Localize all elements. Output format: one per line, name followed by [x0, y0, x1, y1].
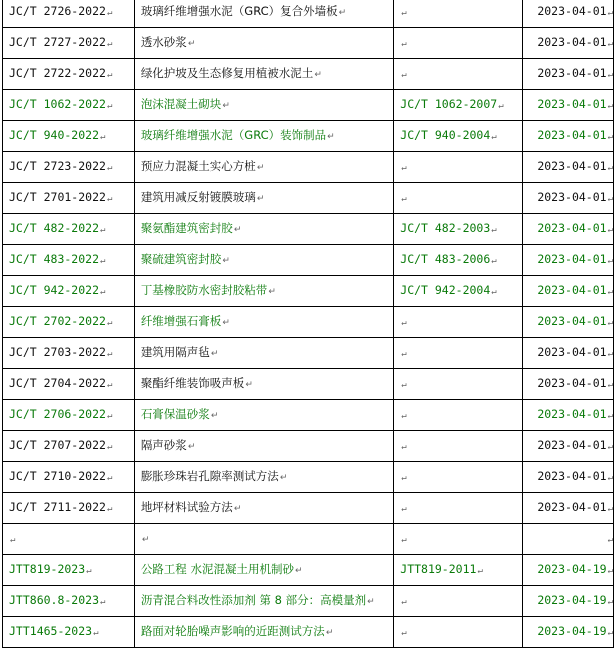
standard-name-cell[interactable] — [134, 0, 393, 28]
table-row — [3, 586, 614, 617]
effective-date-cell[interactable] — [522, 214, 613, 245]
paragraph-mark-icon: ↵ — [106, 163, 113, 173]
replaced-standard-text: JC/T 1062-2007 — [400, 97, 498, 111]
effective-date-cell[interactable] — [522, 400, 613, 431]
standard-code-text: JC/T 2704-2022 — [9, 376, 106, 390]
paragraph-mark-icon: ↵ — [607, 411, 613, 421]
replaced-standard-cell[interactable] — [394, 431, 523, 462]
standard-name-cell[interactable] — [134, 214, 393, 245]
standard-code-cell[interactable] — [3, 338, 135, 369]
paragraph-mark-icon: ↵ — [477, 566, 483, 576]
standard-name-text: 沥青混合料改性添加剂 第 8 部分：高模量剂 — [140, 593, 367, 607]
replaced-standard-cell[interactable] — [394, 586, 523, 617]
standard-code-text: JC/T 2723-2022 — [9, 159, 106, 173]
standard-name-text: 建筑用减反射镀膜玻璃 — [140, 190, 256, 204]
paragraph-mark-icon: ↵ — [210, 349, 219, 359]
paragraph-mark-icon: ↵ — [401, 597, 407, 607]
effective-date-text: 2023-04-01 — [537, 345, 607, 359]
paragraph-mark-icon: ↵ — [607, 597, 613, 607]
standard-name-text: 聚氨酯建筑密封胶 — [140, 221, 233, 235]
paragraph-mark-icon: ↵ — [401, 535, 407, 545]
standard-name-text: 地坪材料试验方法 — [140, 500, 233, 514]
table-row — [3, 462, 614, 493]
effective-date-cell[interactable] — [522, 524, 613, 555]
paragraph-mark-icon: ↵ — [607, 442, 613, 452]
standard-code-cell[interactable] — [3, 400, 135, 431]
standard-name-text: 公路工程 水泥混凝土用机制砂 — [140, 562, 294, 576]
standard-name-cell[interactable] — [134, 586, 393, 617]
paragraph-mark-icon: ↵ — [106, 380, 113, 390]
effective-date-cell[interactable] — [522, 59, 613, 90]
effective-date-cell[interactable] — [522, 0, 613, 28]
effective-date-text: 2023-04-01 — [537, 407, 607, 421]
replaced-standard-cell[interactable] — [394, 524, 523, 555]
standard-code-text: JC/T 942-2022 — [9, 283, 100, 297]
effective-date-text: 2023-04-19 — [537, 562, 607, 576]
effective-date-cell[interactable] — [522, 245, 613, 276]
paragraph-mark-icon: ↵ — [607, 318, 613, 328]
standard-code-text: JC/T 2722-2022 — [9, 66, 106, 80]
effective-date-cell[interactable] — [522, 462, 613, 493]
standard-name-text: 玻璃纤维增强水泥（GRC）复合外墙板 — [140, 4, 338, 18]
paragraph-mark-icon: ↵ — [187, 39, 196, 49]
paragraph-mark-icon: ↵ — [607, 101, 613, 111]
replaced-standard-cell[interactable] — [394, 400, 523, 431]
paragraph-mark-icon: ↵ — [607, 39, 613, 49]
replaced-standard-cell[interactable] — [394, 214, 523, 245]
paragraph-mark-icon: ↵ — [607, 70, 613, 80]
table-row — [3, 307, 614, 338]
replaced-standard-text: JTT819-2011 — [400, 562, 477, 576]
paragraph-mark-icon: ↵ — [106, 318, 113, 328]
table-row — [3, 524, 614, 555]
paragraph-mark-icon: ↵ — [106, 411, 113, 421]
paragraph-mark-icon: ↵ — [100, 256, 106, 266]
effective-date-text: 2023-04-19 — [537, 624, 607, 638]
paragraph-mark-icon: ↵ — [607, 8, 613, 18]
paragraph-mark-icon: ↵ — [106, 39, 113, 49]
paragraph-mark-icon: ↵ — [233, 225, 242, 235]
effective-date-text: 2023-04-01 — [537, 221, 607, 235]
paragraph-mark-icon: ↵ — [401, 39, 407, 49]
standard-name-text: 建筑用隔声毡 — [140, 345, 210, 359]
standard-name-cell[interactable] — [134, 555, 393, 586]
table-row — [3, 0, 614, 28]
standard-name-text: 隔声砂浆 — [140, 438, 187, 452]
paragraph-mark-icon: ↵ — [607, 566, 613, 576]
effective-date-cell[interactable] — [522, 493, 613, 524]
replaced-standard-text: JC/T 942-2004 — [400, 283, 491, 297]
replaced-standard-cell[interactable] — [394, 493, 523, 524]
paragraph-mark-icon: ↵ — [491, 287, 497, 297]
replaced-standard-cell[interactable] — [394, 276, 523, 307]
standard-code-cell[interactable] — [3, 152, 135, 183]
standard-code-text: JC/T 2727-2022 — [9, 35, 106, 49]
paragraph-mark-icon: ↵ — [106, 8, 113, 18]
standard-name-cell[interactable] — [134, 307, 393, 338]
paragraph-mark-icon: ↵ — [256, 194, 265, 204]
standard-name-text: 路面对轮胎噪声影响的近距测试方法 — [140, 624, 325, 638]
standard-name-cell[interactable] — [134, 152, 393, 183]
standard-code-text: JTT819-2023 — [9, 562, 86, 576]
paragraph-mark-icon: ↵ — [314, 70, 322, 80]
standard-code-text: JC/T 2706-2022 — [9, 407, 106, 421]
standard-name-text: 丁基橡胶防水密封胶粘带 — [140, 283, 268, 297]
effective-date-cell[interactable] — [522, 28, 613, 59]
paragraph-mark-icon: ↵ — [607, 225, 613, 235]
standard-name-cell[interactable] — [134, 276, 393, 307]
standard-name-cell[interactable] — [134, 369, 393, 400]
paragraph-mark-icon: ↵ — [401, 8, 407, 18]
effective-date-text: 2023-04-01 — [537, 66, 607, 80]
replaced-standard-cell[interactable] — [394, 338, 523, 369]
replaced-standard-cell[interactable] — [394, 90, 523, 121]
table-row — [3, 555, 614, 586]
paragraph-mark-icon: ↵ — [106, 442, 113, 452]
effective-date-cell[interactable] — [522, 338, 613, 369]
paragraph-mark-icon: ↵ — [607, 194, 613, 204]
effective-date-cell[interactable] — [522, 183, 613, 214]
standard-code-cell[interactable] — [3, 59, 135, 90]
paragraph-mark-icon: ↵ — [401, 349, 407, 359]
standard-name-cell[interactable] — [134, 338, 393, 369]
standard-code-cell[interactable] — [3, 524, 135, 555]
paragraph-mark-icon: ↵ — [106, 349, 113, 359]
paragraph-mark-icon: ↵ — [222, 101, 230, 111]
paragraph-mark-icon: ↵ — [327, 132, 335, 142]
table-row — [3, 214, 614, 245]
table-row — [3, 617, 614, 648]
standard-name-text: 绿化护坡及生态修复用植被水泥土 — [140, 66, 314, 80]
standard-code-cell[interactable] — [3, 493, 135, 524]
paragraph-mark-icon: ↵ — [10, 535, 16, 545]
paragraph-mark-icon: ↵ — [222, 256, 230, 266]
standard-code-cell[interactable] — [3, 617, 135, 648]
standard-code-cell[interactable] — [3, 121, 135, 152]
standard-name-text: 透水砂浆 — [140, 35, 187, 49]
standard-name-text: 聚酯纤维装饰吸声板 — [140, 376, 245, 390]
standard-code-text: JC/T 2711-2022 — [9, 500, 106, 514]
effective-date-text: 2023-04-19 — [537, 593, 607, 607]
standard-name-text: 纤维增强石膏板 — [140, 314, 222, 328]
replaced-standard-text: JC/T 482-2003 — [400, 221, 491, 235]
standard-name-cell[interactable] — [134, 90, 393, 121]
table-row — [3, 400, 614, 431]
effective-date-text: 2023-04-01 — [537, 469, 607, 483]
effective-date-text: 2023-04-01 — [537, 438, 607, 452]
effective-date-cell[interactable] — [522, 369, 613, 400]
paragraph-mark-icon: ↵ — [279, 473, 288, 483]
standard-code-text: JC/T 2707-2022 — [9, 438, 106, 452]
standard-code-cell[interactable] — [3, 586, 135, 617]
standards-table — [2, 0, 614, 648]
effective-date-text: 2023-04-01 — [537, 128, 607, 142]
standard-code-text: JC/T 940-2022 — [9, 128, 100, 142]
replaced-standard-cell[interactable] — [394, 307, 523, 338]
standard-name-cell[interactable] — [134, 524, 393, 555]
replaced-standard-cell[interactable] — [394, 245, 523, 276]
standard-name-text: 预应力混凝土实心方桩 — [140, 159, 256, 173]
standard-code-text: JTT1465-2023 — [9, 624, 93, 638]
effective-date-text: 2023-04-01 — [537, 159, 607, 173]
standard-code-cell[interactable] — [3, 462, 135, 493]
effective-date-cell[interactable] — [522, 276, 613, 307]
paragraph-mark-icon: ↵ — [401, 628, 407, 638]
standard-name-cell[interactable] — [134, 493, 393, 524]
paragraph-mark-icon: ↵ — [607, 256, 613, 266]
paragraph-mark-icon: ↵ — [222, 318, 230, 328]
standard-name-cell[interactable] — [134, 183, 393, 214]
effective-date-text: 2023-04-01 — [537, 283, 607, 297]
paragraph-mark-icon: ↵ — [268, 287, 276, 297]
replaced-standard-cell[interactable] — [394, 183, 523, 214]
effective-date-text: 2023-04-01 — [537, 97, 607, 111]
standard-name-cell[interactable] — [134, 462, 393, 493]
standard-code-text: JC/T 2702-2022 — [9, 314, 106, 328]
table-row — [3, 431, 614, 462]
replaced-standard-cell[interactable] — [394, 462, 523, 493]
standard-name-cell[interactable] — [134, 431, 393, 462]
standard-name-cell[interactable] — [134, 59, 393, 90]
standard-code-cell[interactable] — [3, 90, 135, 121]
standard-name-text: 聚硫建筑密封胶 — [140, 252, 222, 266]
table-row — [3, 183, 614, 214]
effective-date-text: 2023-04-01 — [537, 376, 607, 390]
effective-date-text: 2023-04-01 — [537, 190, 607, 204]
effective-date-cell[interactable] — [522, 586, 613, 617]
paragraph-mark-icon: ↵ — [401, 473, 407, 483]
paragraph-mark-icon: ↵ — [233, 504, 242, 514]
standard-name-text: 石膏保温砂浆 — [140, 407, 210, 421]
standard-code-cell[interactable] — [3, 245, 135, 276]
effective-date-cell[interactable] — [522, 431, 613, 462]
table-row — [3, 90, 614, 121]
standard-name-text: 膨胀珍珠岩孔隙率测试方法 — [140, 469, 279, 483]
paragraph-mark-icon: ↵ — [325, 628, 334, 638]
paragraph-mark-icon: ↵ — [245, 380, 253, 390]
paragraph-mark-icon: ↵ — [106, 101, 113, 111]
replaced-standard-cell[interactable] — [394, 28, 523, 59]
paragraph-mark-icon: ↵ — [100, 132, 106, 142]
table-row — [3, 28, 614, 59]
replaced-standard-text: JC/T 940-2004 — [400, 128, 491, 142]
effective-date-cell[interactable] — [522, 121, 613, 152]
standard-name-cell[interactable] — [134, 617, 393, 648]
paragraph-mark-icon: ↵ — [607, 504, 613, 514]
effective-date-cell[interactable] — [522, 555, 613, 586]
paragraph-mark-icon: ↵ — [187, 442, 196, 452]
standard-code-cell[interactable] — [3, 555, 135, 586]
paragraph-mark-icon: ↵ — [401, 318, 407, 328]
standard-name-cell[interactable] — [134, 28, 393, 59]
standard-code-cell[interactable] — [3, 276, 135, 307]
standard-code-cell[interactable] — [3, 431, 135, 462]
paragraph-mark-icon: ↵ — [141, 535, 150, 545]
table-row — [3, 121, 614, 152]
replaced-standard-text: JC/T 483-2006 — [400, 252, 491, 266]
paragraph-mark-icon: ↵ — [294, 566, 303, 576]
standard-code-text: JC/T 2701-2022 — [9, 190, 106, 204]
effective-date-text: 2023-04-01 — [537, 500, 607, 514]
effective-date-cell[interactable] — [522, 90, 613, 121]
paragraph-mark-icon: ↵ — [93, 628, 99, 638]
standards-table-body — [3, 0, 614, 648]
table-row — [3, 245, 614, 276]
standard-code-cell[interactable] — [3, 214, 135, 245]
paragraph-mark-icon: ↵ — [401, 504, 407, 514]
paragraph-mark-icon: ↵ — [401, 194, 407, 204]
paragraph-mark-icon: ↵ — [256, 163, 265, 173]
replaced-standard-cell[interactable] — [394, 369, 523, 400]
paragraph-mark-icon: ↵ — [106, 194, 113, 204]
effective-date-text: 2023-04-01 — [537, 4, 607, 18]
replaced-standard-cell[interactable] — [394, 152, 523, 183]
standard-code-cell[interactable] — [3, 369, 135, 400]
standard-code-text: JTT860.8-2023 — [9, 593, 100, 607]
table-row — [3, 369, 614, 400]
paragraph-mark-icon: ↵ — [607, 473, 613, 483]
replaced-standard-cell[interactable] — [394, 121, 523, 152]
paragraph-mark-icon: ↵ — [607, 132, 613, 142]
standard-code-cell[interactable] — [3, 307, 135, 338]
paragraph-mark-icon: ↵ — [607, 349, 613, 359]
paragraph-mark-icon: ↵ — [100, 597, 106, 607]
effective-date-text: 2023-04-01 — [537, 35, 607, 49]
paragraph-mark-icon: ↵ — [607, 628, 613, 638]
standard-name-text: 玻璃纤维增强水泥（GRC）装饰制品 — [140, 128, 327, 142]
standard-code-text: JC/T 2703-2022 — [9, 345, 106, 359]
standard-code-text: JC/T 2710-2022 — [9, 469, 106, 483]
paragraph-mark-icon: ↵ — [498, 101, 504, 111]
standard-name-cell[interactable] — [134, 121, 393, 152]
table-row — [3, 493, 614, 524]
standard-code-text: JC/T 1062-2022 — [9, 97, 106, 111]
paragraph-mark-icon: ↵ — [491, 256, 497, 266]
effective-date-cell[interactable] — [522, 617, 613, 648]
paragraph-mark-icon: ↵ — [401, 163, 407, 173]
standard-code-cell[interactable] — [3, 183, 135, 214]
paragraph-mark-icon: ↵ — [401, 411, 407, 421]
effective-date-text: 2023-04-01 — [537, 252, 607, 266]
paragraph-mark-icon: ↵ — [401, 442, 407, 452]
paragraph-mark-icon: ↵ — [100, 225, 106, 235]
table-row — [3, 59, 614, 90]
paragraph-mark-icon: ↵ — [106, 504, 113, 514]
paragraph-mark-icon: ↵ — [100, 287, 106, 297]
paragraph-mark-icon: ↵ — [338, 8, 347, 18]
paragraph-mark-icon: ↵ — [607, 163, 613, 173]
table-row — [3, 338, 614, 369]
standard-code-cell[interactable] — [3, 0, 135, 28]
standard-code-text: JC/T 482-2022 — [9, 221, 100, 235]
paragraph-mark-icon: ↵ — [86, 566, 92, 576]
table-row — [3, 152, 614, 183]
paragraph-mark-icon: ↵ — [367, 597, 375, 607]
paragraph-mark-icon: ↵ — [607, 380, 613, 390]
paragraph-mark-icon: ↵ — [106, 70, 113, 80]
standard-code-text: JC/T 483-2022 — [9, 252, 100, 266]
effective-date-cell[interactable] — [522, 307, 613, 338]
table-row — [3, 276, 614, 307]
replaced-standard-cell[interactable] — [394, 555, 523, 586]
replaced-standard-cell[interactable] — [394, 0, 523, 28]
paragraph-mark-icon: ↵ — [491, 132, 497, 142]
paragraph-mark-icon: ↵ — [607, 287, 613, 297]
standard-code-text: JC/T 2726-2022 — [9, 4, 106, 18]
effective-date-cell[interactable] — [522, 152, 613, 183]
paragraph-mark-icon: ↵ — [210, 411, 219, 421]
replaced-standard-cell[interactable] — [394, 617, 523, 648]
paragraph-mark-icon: ↵ — [607, 535, 613, 545]
replaced-standard-cell[interactable] — [394, 59, 523, 90]
standard-name-cell[interactable] — [134, 400, 393, 431]
paragraph-mark-icon: ↵ — [106, 473, 113, 483]
standard-code-cell[interactable] — [3, 28, 135, 59]
effective-date-text: 2023-04-01 — [537, 314, 607, 328]
standard-name-text: 泡沫混凝土砌块 — [140, 97, 222, 111]
paragraph-mark-icon: ↵ — [491, 225, 497, 235]
standard-name-cell[interactable] — [134, 245, 393, 276]
paragraph-mark-icon: ↵ — [401, 70, 407, 80]
paragraph-mark-icon: ↵ — [401, 380, 407, 390]
